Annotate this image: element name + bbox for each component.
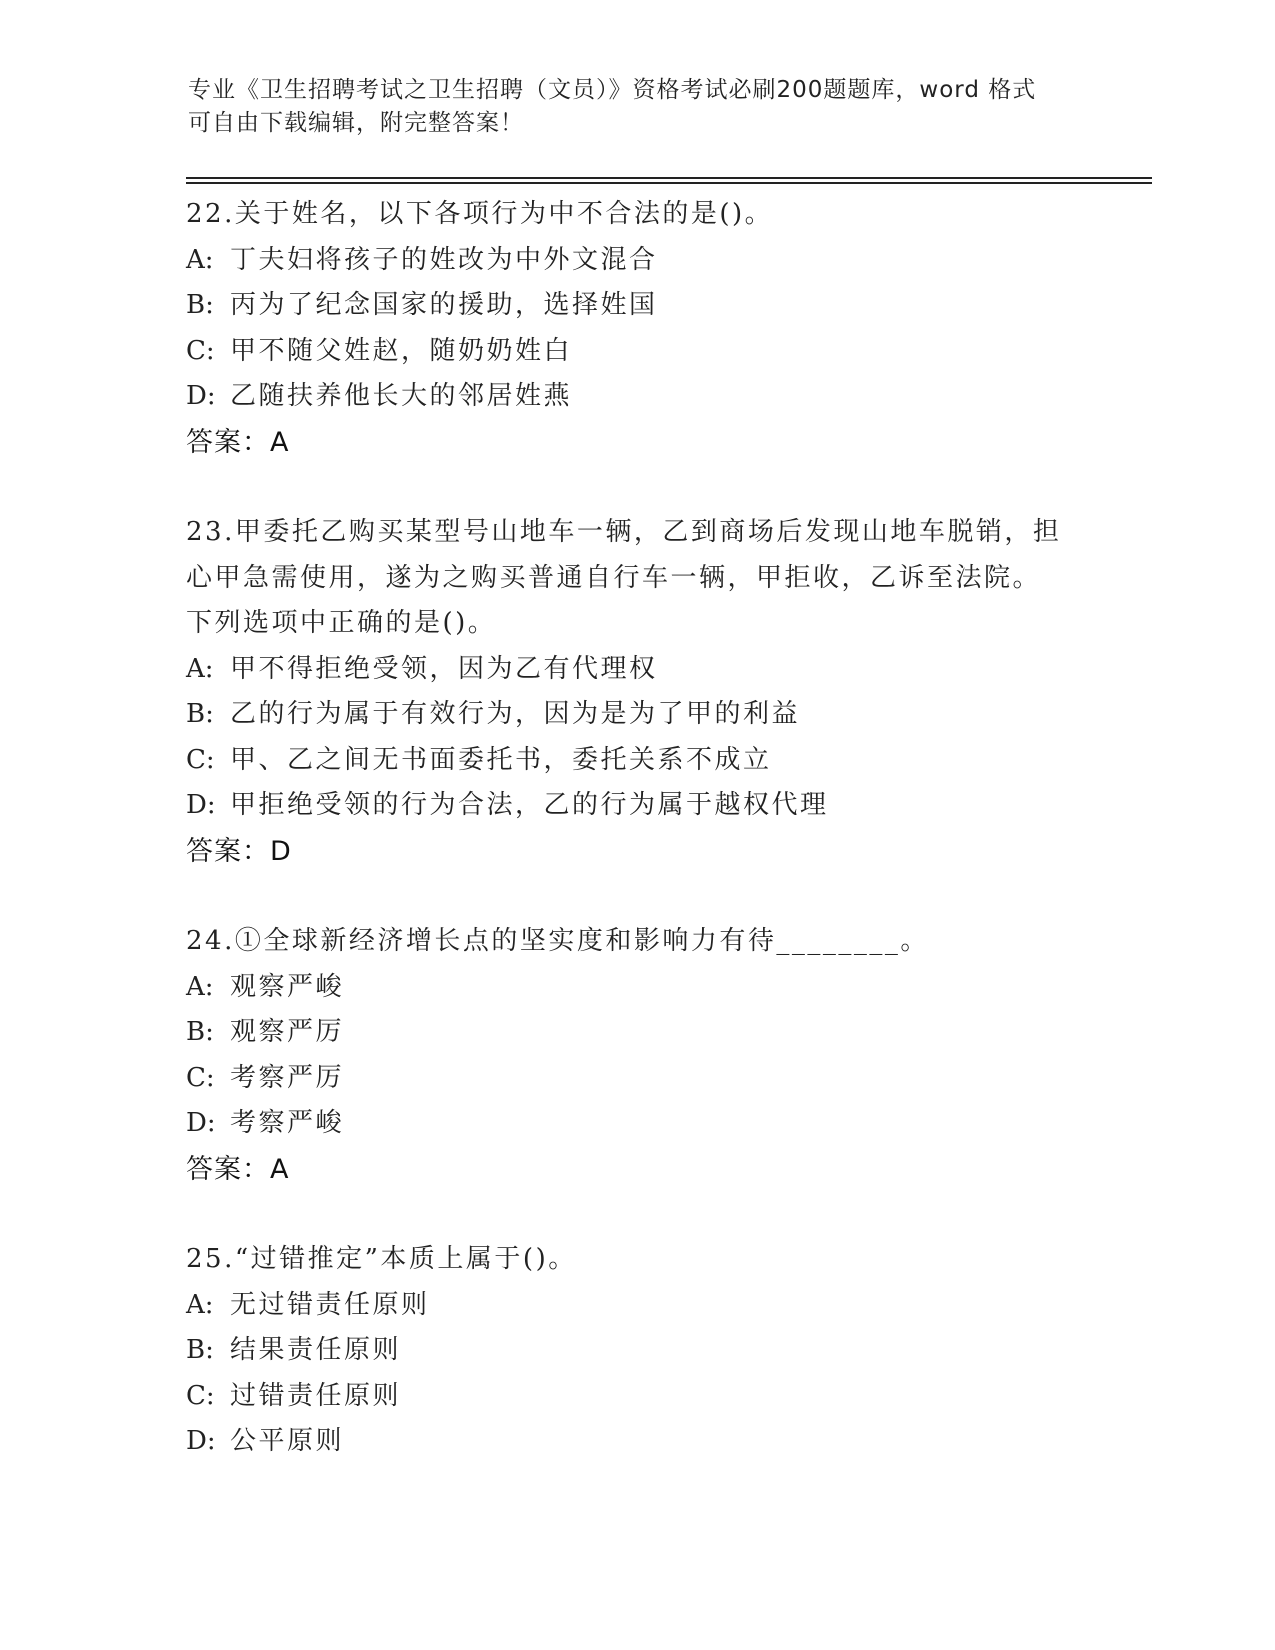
option-label: B: [186, 699, 214, 729]
question-stem: 22.关于姓名，以下各项行为中不合法的是()。 [186, 199, 774, 229]
header-divider-bottom [186, 182, 1152, 184]
option-a [186, 238, 1126, 284]
option-text: 考察严厉 [230, 1062, 345, 1093]
option-d [186, 783, 1126, 829]
option-text: 甲不得拒绝受领，因为乙有代理权 [230, 653, 658, 684]
header-title-line-2: 可自由下载编辑，附完整答案！ [188, 110, 524, 136]
option-label: A: [186, 653, 214, 684]
option-a [186, 965, 1126, 1011]
option-b [186, 1010, 1126, 1056]
question-spacer [186, 465, 1126, 510]
option-label: A: [186, 1289, 214, 1320]
option-label: A: [186, 244, 214, 275]
header-divider-top [186, 177, 1152, 179]
question-25 [186, 1237, 1126, 1465]
answer: 答案：A [186, 1153, 290, 1185]
option-text: 甲拒绝受领的行为合法，乙的行为属于越权代理 [230, 790, 829, 820]
option-label: D: [186, 1426, 216, 1456]
option-label: C: [186, 1062, 215, 1093]
question-list [186, 192, 1126, 1465]
option-text: 丙为了纪念国家的援助，选择姓国 [230, 290, 658, 320]
option-label: D: [186, 381, 216, 411]
option-text: 甲不随父姓赵，随奶奶姓白 [230, 335, 573, 366]
option-label: D: [186, 1108, 216, 1138]
option-text: 公平原则 [230, 1426, 345, 1456]
question-23 [186, 510, 1126, 874]
option-text: 甲、乙之间无书面委托书，委托关系不成立 [230, 744, 772, 775]
option-text: 观察严厉 [230, 1017, 345, 1047]
question-stem: 24.①全球新经济增长点的坚实度和影响力有待________。 [186, 926, 929, 956]
option-label: C: [186, 744, 215, 775]
option-text: 过错责任原则 [230, 1380, 402, 1411]
question-stem: 下列选项中正确的是()。 [186, 608, 497, 638]
option-c [186, 738, 1126, 784]
option-b [186, 1328, 1126, 1374]
option-b [186, 692, 1126, 738]
option-text: 乙的行为属于有效行为，因为是为了甲的利益 [230, 699, 801, 729]
option-d [186, 1101, 1126, 1147]
option-label: C: [186, 1380, 215, 1411]
question-spacer [186, 1192, 1126, 1237]
document-header [188, 74, 1088, 140]
option-c [186, 1374, 1126, 1420]
question-spacer [186, 874, 1126, 919]
option-text: 考察严峻 [230, 1108, 345, 1138]
option-text: 乙随扶养他长大的邻居姓燕 [230, 381, 573, 411]
question-stem: 心甲急需使用，遂为之购买普通自行车一辆，甲拒收，乙诉至法院。 [186, 562, 1042, 593]
option-text: 结果责任原则 [230, 1335, 402, 1365]
option-label: C: [186, 335, 215, 366]
question-stem: 25.“过错推定”本质上属于()。 [186, 1244, 577, 1274]
option-label: A: [186, 971, 214, 1002]
option-a [186, 647, 1126, 693]
option-b [186, 283, 1126, 329]
question-22 [186, 192, 1126, 465]
header-title-line-1: 专业《卫生招聘考试之卫生招聘（文员）》资格考试必刷200题题库，word 格式 [188, 77, 1037, 103]
option-text: 观察严峻 [230, 971, 345, 1002]
question-24 [186, 919, 1126, 1192]
option-label: B: [186, 1335, 214, 1365]
question-stem: 23.甲委托乙购买某型号山地车一辆，乙到商场后发现山地车脱销，担 [186, 517, 1062, 547]
answer: 答案：D [186, 835, 292, 867]
option-label: B: [186, 290, 214, 320]
option-text: 丁夫妇将孩子的姓改为中外文混合 [230, 244, 658, 275]
option-c [186, 329, 1126, 375]
option-label: B: [186, 1017, 214, 1047]
option-d [186, 374, 1126, 420]
option-text: 无过错责任原则 [230, 1289, 430, 1320]
answer: 答案：A [186, 426, 290, 458]
option-a [186, 1283, 1126, 1329]
option-label: D: [186, 790, 216, 820]
option-c [186, 1056, 1126, 1102]
option-d [186, 1419, 1126, 1465]
